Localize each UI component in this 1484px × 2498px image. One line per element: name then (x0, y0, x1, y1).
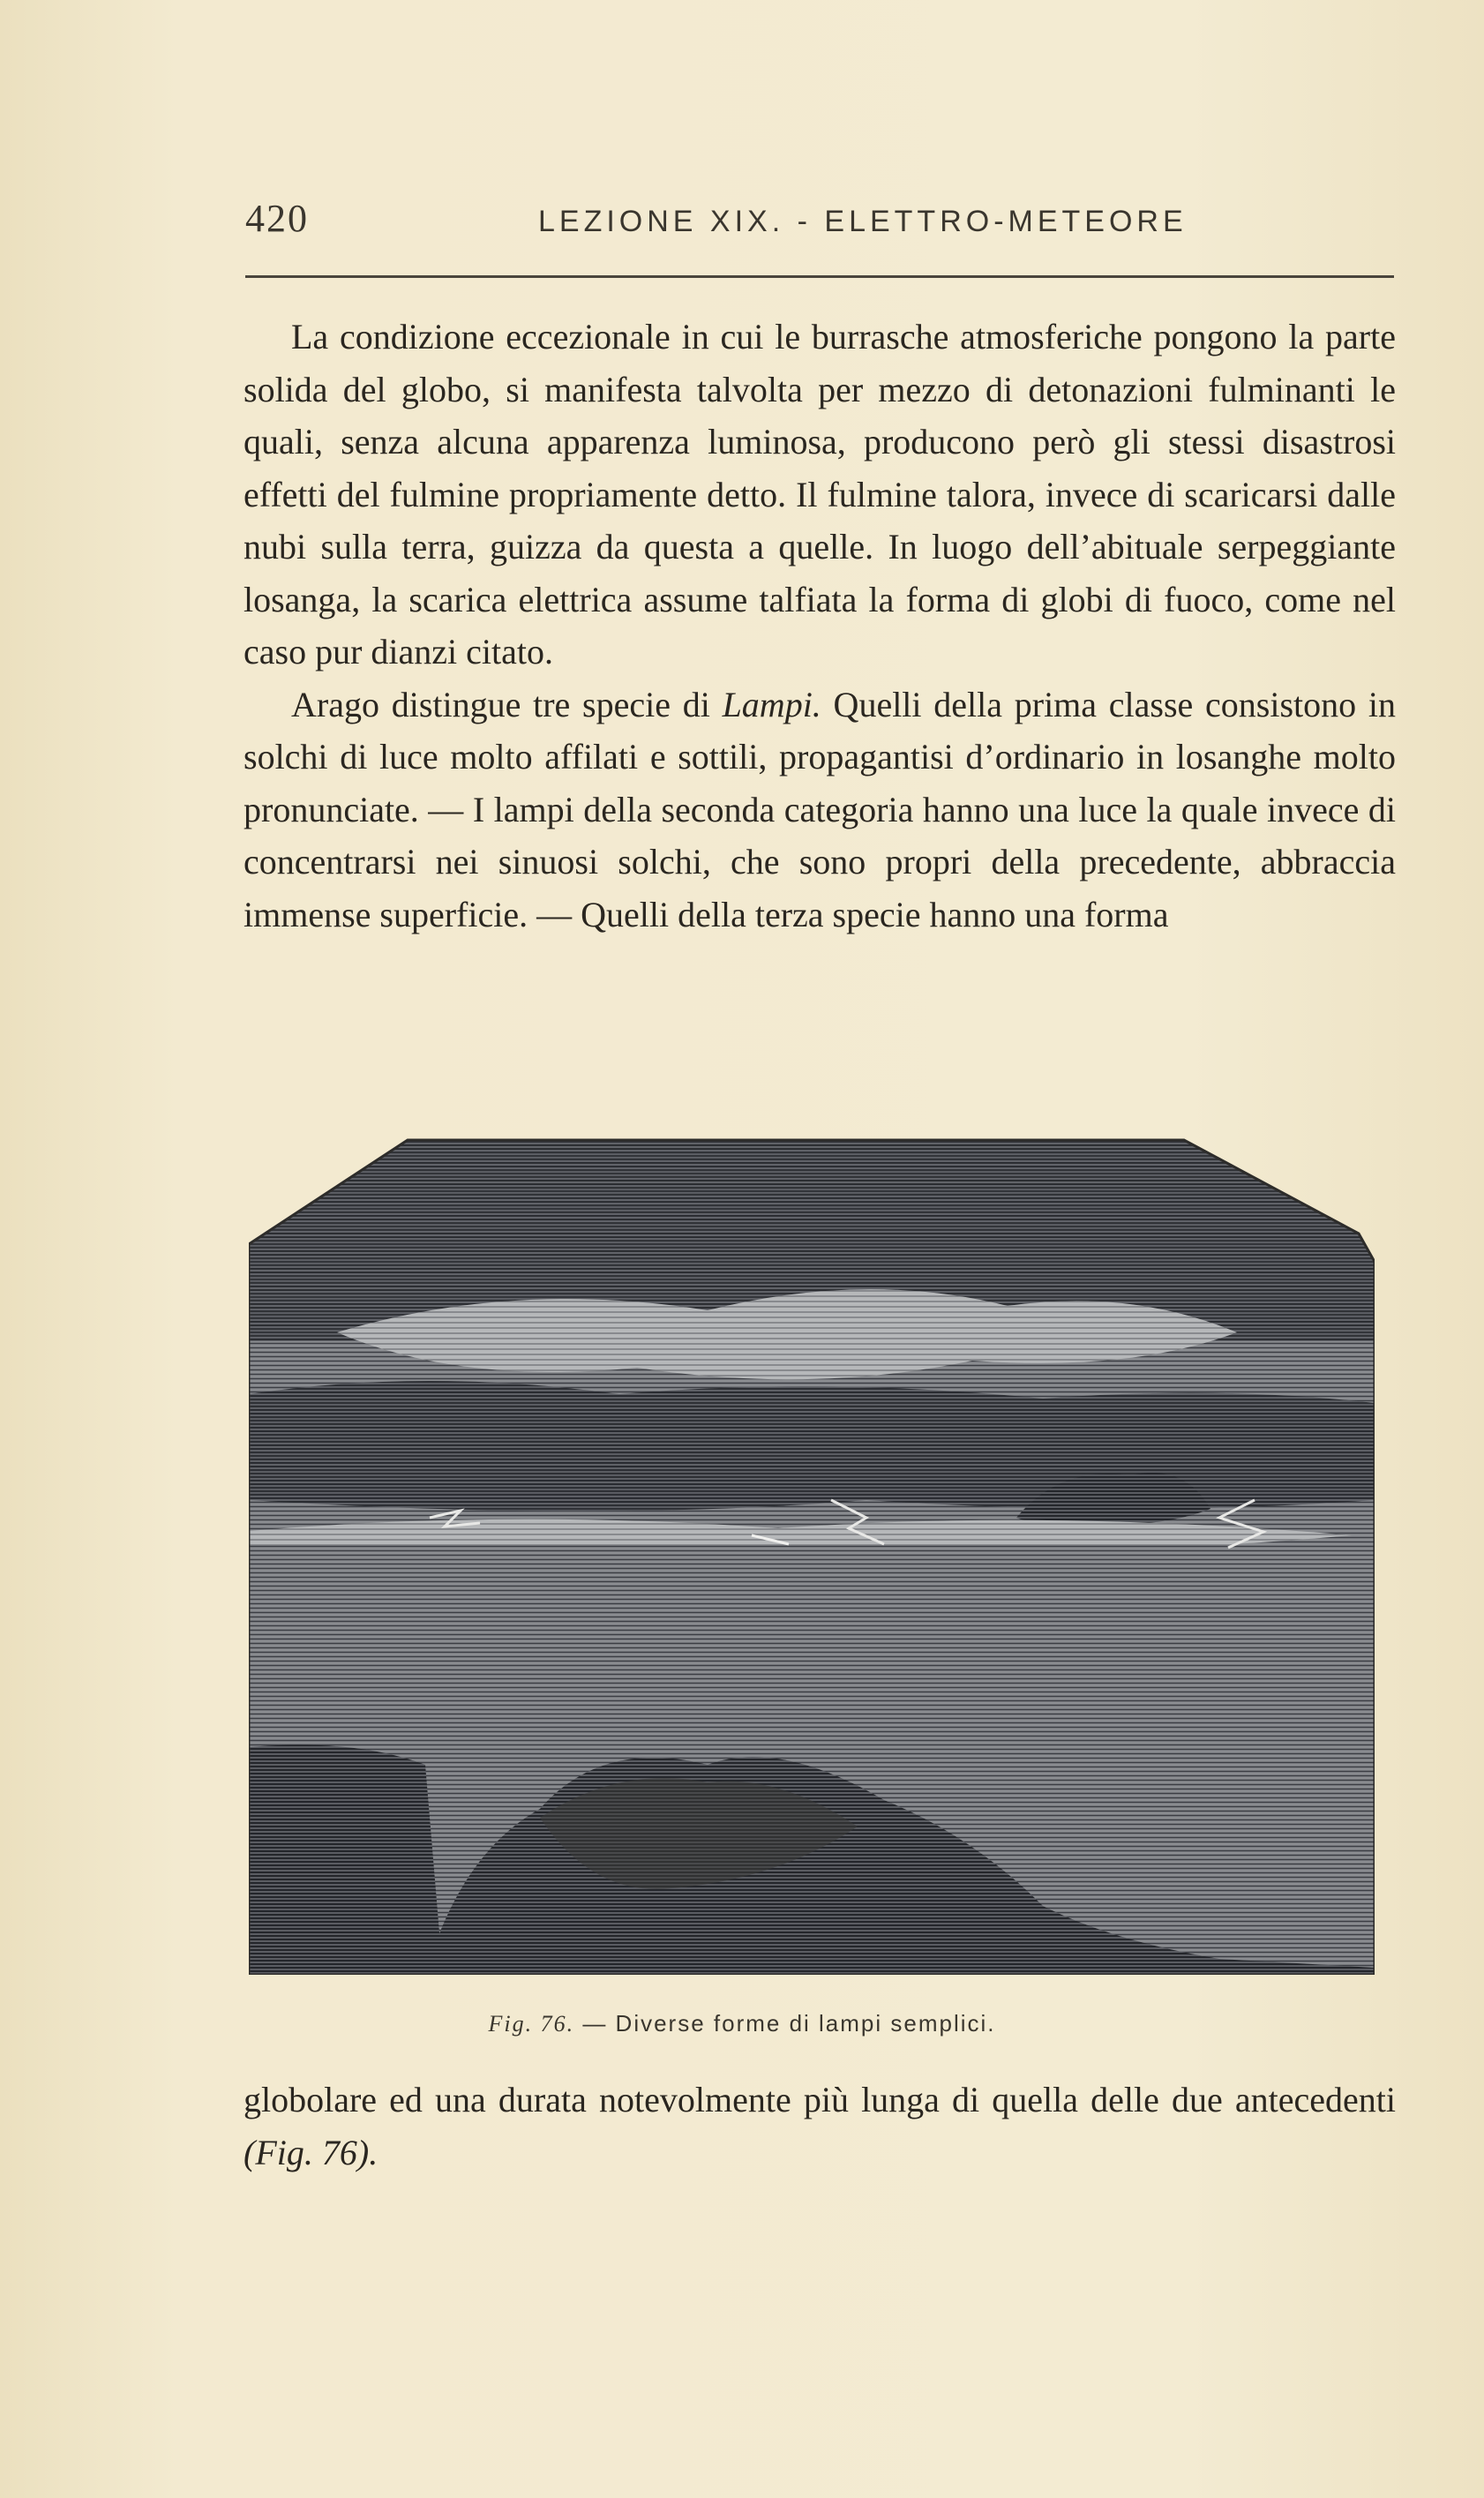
paragraph-2-lead: Arago distingue tre specie di (291, 684, 723, 724)
paragraph-2 (244, 679, 1396, 941)
engraving-figure (249, 1129, 1375, 1975)
figure-label: Fig. 76. (488, 2011, 575, 2037)
paragraph-1: La condizione eccezionale in cui le burrasche atmosferiche pongono la parte solida del globo, si manifesta talvolta per mezzo di detonazioni fulminanti le quali, senza alcuna apparenza luminosa, producono però gli stessi disastrosi effetti del fulmine propriamente detto. Il fulmine talora, invece di scaricarsi dalle nubi sulla terra, guizza da questa a quelle. In luogo dell’abituale serpeggiante losanga, la scarica elettrica assume talfiata la forma di globi di fuoco, come nel caso pur dianzi citato. (244, 317, 1396, 671)
page-number: 420 (245, 197, 309, 240)
figure-caption (0, 2010, 1484, 2037)
paragraph-2-rest: Quelli della prima classe consistono in solchi di luce molto affilati e sottili, propagantisi d’ordinario in losanghe molto pronunciate. — I lampi della seconda categoria hanno una luce la quale invece di concentrarsi nei sinuosi solchi, che sono propri della precedente, abbraccia immense superficie. — Quelli della terza specie hanno una forma (244, 684, 1396, 934)
header-rule (245, 275, 1394, 278)
running-title: LEZIONE XIX. - ELETTRO-METEORE (538, 205, 1188, 238)
body-text-bottom (244, 2074, 1396, 2179)
body-text-top (244, 311, 1396, 941)
figure-reference: (Fig. 76). (244, 2132, 378, 2172)
term-lampi: Lampi. (722, 684, 821, 724)
lightning-engraving (249, 1129, 1375, 1975)
figure-caption-text: — Diverse forme di lampi semplici. (582, 2010, 996, 2037)
paragraph-3 (244, 2074, 1396, 2179)
paragraph-3-text: globolare ed una durata notevolmente più lunga di quella delle due antecedenti (244, 2080, 1396, 2119)
